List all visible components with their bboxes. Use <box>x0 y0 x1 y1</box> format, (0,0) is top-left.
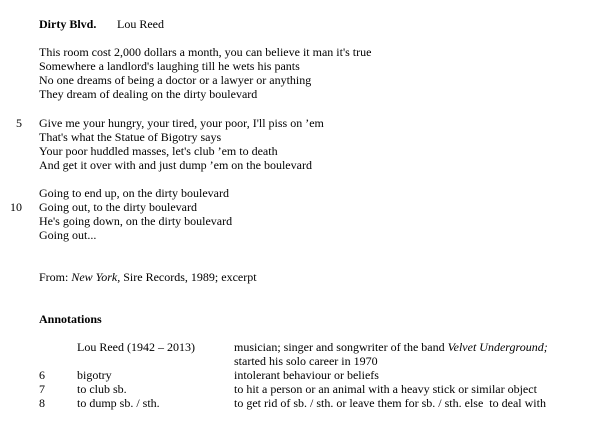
poem-line: This room cost 2,000 dollars a month, you can believe it man it's true <box>39 45 372 59</box>
annotation-definition <box>234 340 548 354</box>
band-name: Velvet Underground; <box>447 340 548 354</box>
poem-author: Lou Reed <box>117 17 164 31</box>
poem-line: Going out... <box>39 228 97 242</box>
annotation-def-text: musician; singer and songwriter of the band <box>234 340 448 354</box>
annotation-definition: intolerant behaviour or beliefs <box>234 368 379 382</box>
line-number: 5 <box>16 116 22 130</box>
poem-line: And get it over with and just dump ’em on the boulevard <box>39 158 312 172</box>
poem-line: No one dreams of being a doctor or a lawyer or anything <box>39 73 312 87</box>
poem-line: That's what the Statue of Bigotry says <box>39 130 222 144</box>
source-rest: Sire Records, 1989; excerpt <box>120 270 257 284</box>
annotation-definition: to get rid of sb. / sth. or leave them for sb. / sth. else to deal with <box>234 396 546 410</box>
poem-line: Going out, to the dirty boulevard <box>39 200 197 214</box>
line-number: 10 <box>10 200 22 214</box>
source-prefix: From: <box>39 270 72 284</box>
source-album: New York, <box>71 270 121 284</box>
annotation-term: Lou Reed (1942 – 2013) <box>77 340 195 354</box>
annotations-heading: Annotations <box>39 312 102 326</box>
annotation-definition-cont: started his solo career in 1970 <box>234 354 378 368</box>
poem-line: Going to end up, on the dirty boulevard <box>39 186 229 200</box>
annotation-definition: to hit a person or an animal with a heavy stick or similar object <box>234 382 537 396</box>
poem-line: He's going down, on the dirty boulevard <box>39 214 233 228</box>
annotation-term: to club sb. <box>77 382 127 396</box>
poem-line: Give me your hungry, your tired, your poor, I'll piss on ’em <box>39 116 324 130</box>
poem-line: They dream of dealing on the dirty boulevard <box>39 87 258 101</box>
source-citation <box>39 270 257 284</box>
poem-line: Your poor huddled masses, let's club ’em to death <box>39 144 278 158</box>
poem-title: Dirty Blvd. <box>39 17 97 31</box>
poem-line: Somewhere a landlord's laughing till he wets his pants <box>39 59 300 73</box>
annotation-line-ref: 8 <box>39 396 45 410</box>
annotation-term: to dump sb. / sth. <box>77 396 160 410</box>
annotation-line-ref: 6 <box>39 368 45 382</box>
annotation-line-ref: 7 <box>39 382 45 396</box>
annotation-term: bigotry <box>77 368 112 382</box>
